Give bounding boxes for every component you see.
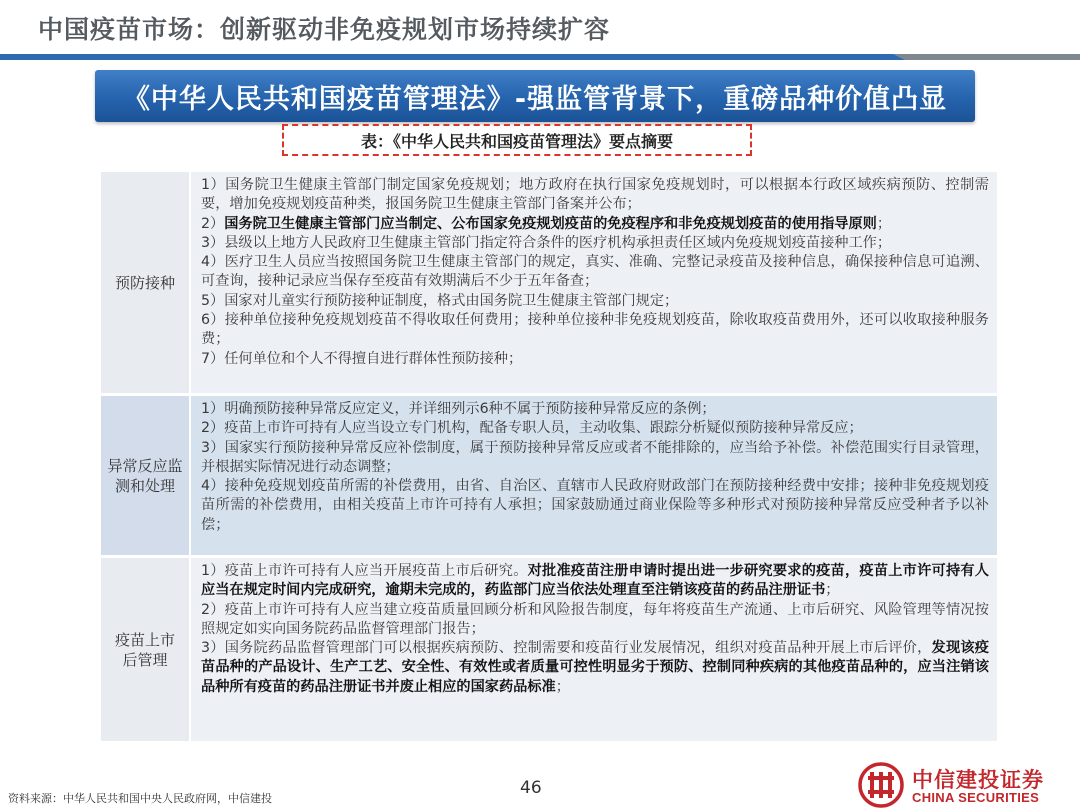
item-text: 5）国家对儿童实行预防接种证制度，格式由国务院卫生健康主管部门规定；: [201, 292, 679, 309]
row-category: 异常反应监测和处理: [101, 396, 191, 555]
item-text: 7）任何单位和个人不得擅自进行群体性预防接种；: [201, 350, 523, 367]
table-caption: [282, 124, 752, 156]
list-item: [201, 601, 989, 640]
list-item: [201, 215, 989, 234]
row-category: 疫苗上市后管理: [101, 558, 191, 741]
table-row-adverse-reaction: [101, 396, 997, 558]
table-row-prevention: [101, 172, 997, 396]
section-banner: [95, 70, 975, 122]
list-item: [201, 477, 989, 535]
item-text: ；: [555, 678, 570, 695]
emphasis-text: 发现该疫苗品种的产品设计、生产工艺、安全性、有效性或者质量可控性明显劣于预防、控制同种疾病的其他疫苗品种的，应当注销该品种所有疫苗的药品注册证书并废止相应的国家药品标准: [201, 640, 989, 695]
item-text: ；: [825, 582, 840, 599]
emphasis-text: 对批准疫苗注册申请时提出进一步研究要求的疫苗，疫苗上市许可持有人应当在规定时间内完成研究，逾期未完成的，药监部门应当依法处理直至注销该疫苗的药品注册证书: [201, 563, 989, 599]
list-item: [201, 292, 989, 311]
source-note: 资料来源：中华人民共和国中央人民政府网，中信建投: [8, 792, 272, 805]
citic-logo-icon: [858, 762, 904, 808]
item-text: 2）: [201, 215, 225, 232]
list-item: [201, 234, 989, 253]
list-item: [201, 350, 989, 369]
emphasis-text: 国务院卫生健康主管部门应当制定、公布国家免疫规划疫苗的免疫程序和非免疫规划疫苗的使用指导原则: [224, 215, 877, 232]
list-item: [201, 562, 989, 601]
logo-name-en: CHINA SECURITIES: [912, 790, 1040, 805]
row-category: 预防接种: [101, 172, 191, 393]
item-text: 1）疫苗上市许可持有人应当开展疫苗上市后研究。: [201, 563, 528, 579]
item-text: 4）医疗卫生人员应当按照国务院卫生健康主管部门的规定，真实、准确、完整记录疫苗及接种信息，确保接种信息可追溯、可查询，接种记录应当保存至疫苗有效期满后不少于五年备查；: [201, 254, 989, 290]
item-text: 3）国务院药品监督管理部门可以根据疾病预防、控制需要和疫苗行业发展情况，组织对疫苗品种开展上市后评价，: [201, 640, 932, 657]
item-text: 3）县级以上地方人民政府卫生健康主管部门指定符合条件的医疗机构承担责任区域内免疫规划疫苗接种工作；: [201, 234, 892, 251]
item-text: 2）疫苗上市许可持有人应当设立专门机构，配备专职人员，主动收集、跟踪分析疑似预防接种异常反应；: [201, 420, 863, 437]
list-item: [201, 639, 989, 697]
row-content: [191, 396, 997, 555]
table-caption-text: 表：《中华人民共和国疫苗管理法》要点摘要: [360, 131, 673, 151]
list-item: [201, 400, 989, 419]
title-divider: [0, 54, 1080, 60]
item-text: 2）疫苗上市许可持有人应当建立疫苗质量回顾分析和风险报告制度，每年将疫苗生产流通、上市后研究、风险管理等情况按照规定如实向国务院药品监督管理部门报告；: [201, 601, 989, 637]
table-row-post-market: [101, 558, 997, 744]
item-text: 6）接种单位接种免疫规划疫苗不得收取任何费用；接种单位接种非免疫规划疫苗，除收取疫苗费用外，还可以收取接种服务费；: [201, 312, 989, 348]
item-text: 3）国家实行预防接种异常反应补偿制度，属于预防接种异常反应或者不能排除的，应当给予补偿。补偿范围实行目录管理，并根据实际情况进行动态调整；: [201, 439, 989, 475]
list-item: [201, 311, 989, 350]
summary-table: [101, 172, 997, 744]
list-item: [201, 253, 989, 292]
page-number: 46: [520, 778, 542, 798]
row-content: [191, 558, 997, 741]
item-text: 1）明确预防接种异常反应定义，并详细列示6种不属于预防接种异常反应的条例；: [201, 401, 716, 417]
list-item: [201, 439, 989, 478]
list-item: [201, 419, 989, 438]
company-logo: [858, 762, 1080, 810]
list-item: [201, 176, 989, 215]
page-title: 中国疫苗市场：创新驱动非免疫规划市场持续扩容: [38, 15, 611, 44]
banner-text: 《中华人民共和国疫苗管理法》-强监管背景下，重磅品种价值凸显: [122, 83, 948, 115]
logo-name-cn: 中信建投证券: [912, 768, 1044, 792]
item-text: 4）接种免疫规划疫苗所需的补偿费用，由省、自治区、直辖市人民政府财政部门在预防接种经费中安排；接种非免疫规划疫苗所需的补偿费用，由相关疫苗上市许可持有人承担；国家鼓励通过商业保险等多种形式对预防接种异常反应受种者予以补偿；: [201, 478, 989, 533]
item-text: 1）国务院卫生健康主管部门制定国家免疫规划；地方政府在执行国家免疫规划时，可以根据本行政区域疾病预防、控制需要，增加免疫规划疫苗种类，报国务院卫生健康主管部门备案并公布；: [201, 177, 989, 213]
row-content: [191, 172, 997, 393]
item-text: ；: [876, 215, 892, 232]
